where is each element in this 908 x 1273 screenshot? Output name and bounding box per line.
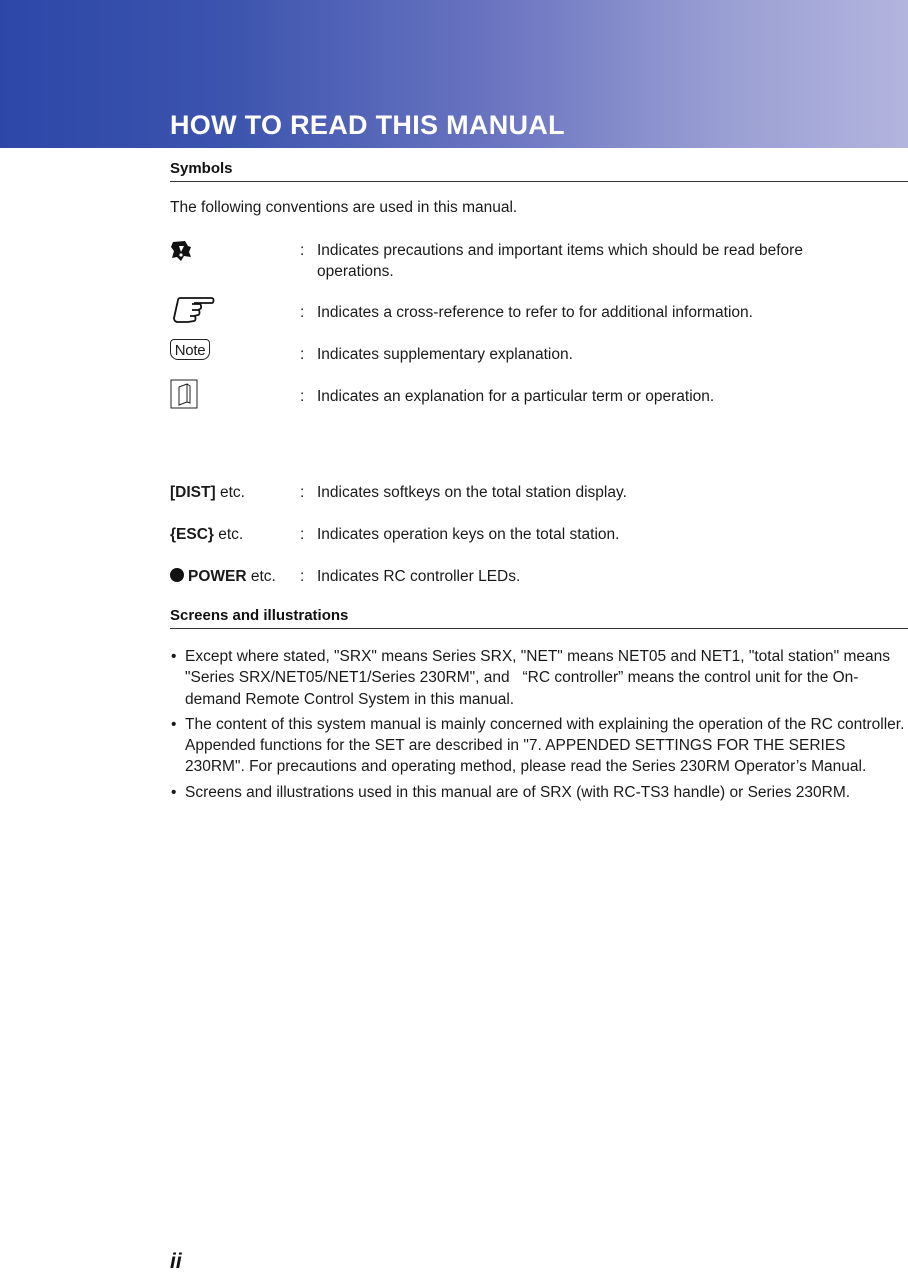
symbol-colon: : [300,568,305,585]
list-item-text: Except where stated, "SRX" means Series SRX, "NET" means NET05 and NET1, "total station" means "Series SRX/NET05/NET1/Series 230RM", and “RC controller” means the control unit for the On-demand Remote Control System in this manual. [185,648,890,708]
page-title: HOW TO READ THIS MANUAL [170,110,565,140]
key-description: Indicates operation keys on the total station. [317,526,620,543]
note-icon [170,339,296,361]
key-description: Indicates RC controller LEDs. [317,568,521,585]
symbol-colon: : [300,346,305,363]
led-label: POWER [188,568,247,585]
operation-key-notation [170,524,296,545]
list-item-text: The content of this system manual is mainly concerned with explaining the operation of the RC controller. Appended functions for the SET are described in "7. APPENDED SETTINGS FOR THE SERIES 230RM". For precautions and operating method, please read the Series 230RM Operator’s Manual. [185,715,905,776]
symbol-description: Indicates an explanation for a particular term or operation. [317,388,715,405]
operation-key-label: {ESC} [170,526,214,543]
page-number: ii [170,1250,182,1273]
pointing-hand-icon [170,294,296,324]
caution-icon [170,240,296,262]
symbol-description: Indicates supplementary explanation. [317,346,573,363]
note-icon-label: Note [170,339,210,360]
symbol-colon: : [300,526,305,543]
operation-key-suffix: etc. [213,526,244,543]
softkey-suffix: etc. [215,484,245,501]
bullet-marker: • [171,715,177,733]
list-item [170,714,908,778]
list-item [170,782,908,803]
screens-bullet-list [170,646,908,807]
symbols-intro: The following conventions are used in this manual. [170,199,518,216]
softkey-notation [170,482,296,503]
screens-heading: Screens and illustrations [170,607,908,629]
softkey-label: [DIST] [170,484,216,501]
book-icon [170,379,296,409]
symbols-heading: Symbols [170,160,908,182]
symbol-colon: : [300,242,305,259]
led-icon [170,568,184,582]
bullet-marker: • [171,648,177,665]
led-notation [170,566,296,587]
symbol-description: Indicates a cross-reference to refer to for additional information. [317,304,753,321]
symbol-colon: : [300,484,305,501]
key-description: Indicates softkeys on the total station display. [317,484,627,501]
symbol-colon: : [300,304,305,321]
symbol-colon: : [300,388,305,405]
symbol-description: Indicates precautions and important items which should be read before operations. [317,242,803,280]
led-suffix: etc. [246,568,276,585]
list-item-text: Screens and illustrations used in this manual are of SRX (with RC-TS3 handle) or Series 230RM. [185,783,851,801]
list-item [170,646,908,710]
bullet-marker: • [171,783,177,801]
